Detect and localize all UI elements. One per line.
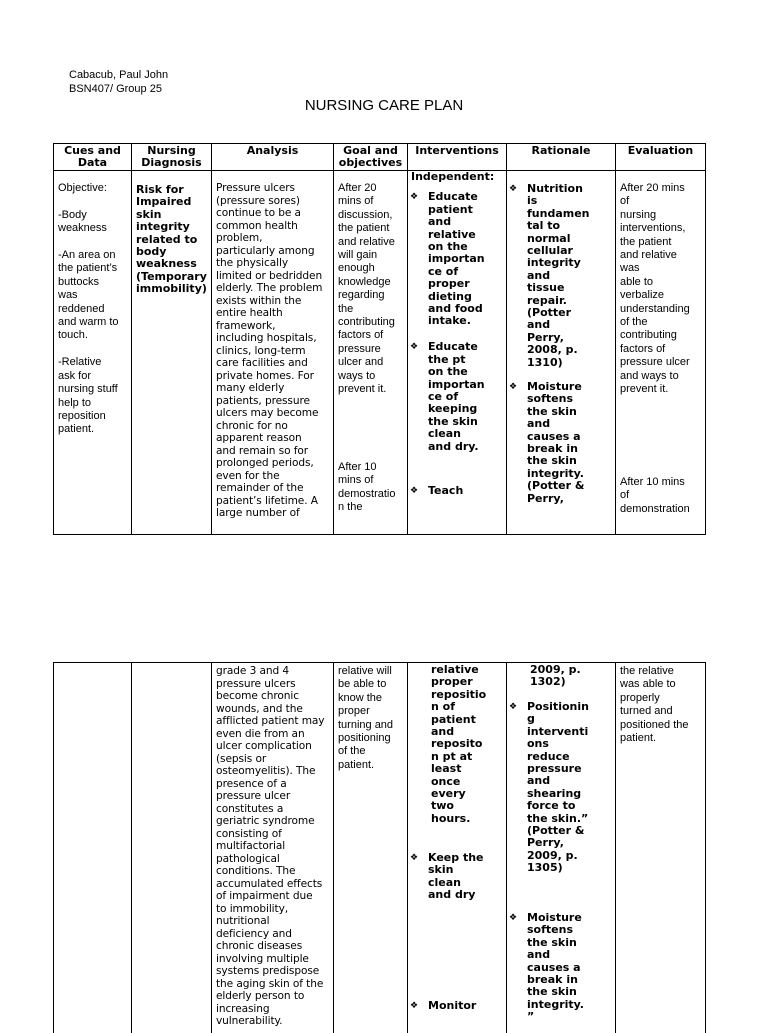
intervention-item: ❖ Monitor	[410, 999, 477, 1012]
col-header-analysis: Analysis	[212, 144, 334, 171]
goal-text-cont: relative will be able to know the proper turning and positioning of the patient.	[338, 665, 394, 771]
evaluation-text-1: After 20 mins of nursing interventions, the patient and relative was able to verbalize understanding of the contributing factors of pressure ulcer and ways to prevent it.	[620, 182, 690, 396]
rationale-item: ❖ Moisture softens the skin and causes a break in the skin integrity. ”	[509, 911, 584, 1024]
interventions-heading: Independent:	[411, 171, 495, 183]
table-row	[54, 171, 706, 535]
intervention-item: ❖ Teach	[410, 484, 464, 498]
cues-text: Objective: -Body weakness -An area on the patient’s buttocks was reddened and warm to touch. -Relative ask for nursing stuff help to reposition patient.	[58, 182, 119, 436]
goal-cell-cont	[334, 663, 408, 1033]
diagnosis-cell	[132, 171, 212, 535]
cues-cell	[54, 171, 132, 535]
intervention-item: ❖ Keep the skin clean and dry	[410, 851, 484, 902]
page-title: NURSING CARE PLAN	[304, 97, 464, 114]
analysis-text-cont: grade 3 and 4 pressure ulcers become chronic wounds, and the afflicted patient may even die from an ulcer complication (sepsis or osteomyelitis). The presence of a pressure ulcer constitutes a geriatric syndrome consisting of multifactorial pathological conditions. The accumulated effects of impairment due to immobility, nutritional deficiency and chronic diseases involving multiple systems predispose the aging skin of the elderly person to increasing vulnerability.	[216, 665, 325, 1027]
col-header-goal: Goal and objectives	[334, 144, 408, 171]
diagnosis-cell-cont	[132, 663, 212, 1033]
rationale-text-cont: 2009, p. 1302)	[530, 663, 581, 689]
cues-cell-cont	[54, 663, 132, 1033]
intervention-item: ❖ Educate patient and relative on the importan ce of proper dieting and food intake.	[410, 190, 485, 328]
rationale-cell-cont	[507, 663, 616, 1033]
rationale-cell	[507, 171, 616, 535]
rationale-item: ❖ Moisture softens the skin and causes a break in the skin integrity. (Potter & Perry,	[509, 380, 585, 505]
table-row	[54, 663, 706, 1033]
goal-cell	[334, 171, 408, 535]
col-header-evaluation: Evaluation	[616, 144, 706, 171]
rationale-item: ❖ Nutrition is fundamen tal to normal cellular integrity and tissue repair. (Potter and Perry, 2008, p. 1310)	[509, 182, 590, 369]
interventions-cell-cont	[408, 663, 507, 1033]
interventions-cell	[408, 171, 507, 535]
evaluation-cell	[616, 171, 706, 535]
analysis-cell	[212, 171, 334, 535]
rationale-item: ❖ Positionin g interventi ons reduce pressure and shearing force to the skin.” (Potter & Perry, 2009, p. 1305)	[509, 700, 589, 875]
col-header-interventions: Interventions	[408, 144, 507, 171]
table-header-row	[54, 144, 706, 171]
analysis-text: Pressure ulcers (pressure sores) continue to be a common health problem, particularly among the physically limited or bedridden elderly. The problem exists within the entire health framework, including hospitals, clinics, long-term care facilities and private homes. For many elderly patients, pressure ulcers may become chronic for no apparent reason and remain so for prolonged periods, even for the remainder of the patient’s lifetime. A large number of	[216, 182, 323, 519]
col-header-cues: Cues and Data	[54, 144, 132, 171]
care-plan-table-page2	[53, 662, 706, 1033]
diagnosis-text: Risk for Impaired skin integrity related to body weakness (Temporary immobility)	[136, 183, 207, 296]
student-name: Cabacub, Paul John	[69, 69, 169, 81]
intervention-text-cont: relative proper repositio n of patient and reposito n pt at least once every two hours.	[431, 663, 487, 825]
intervention-item: ❖ Educate the pt on the importan ce of keeping the skin clean and dry.	[410, 340, 485, 453]
col-header-diagnosis: Nursing Diagnosis	[132, 144, 212, 171]
analysis-cell-cont	[212, 663, 334, 1033]
evaluation-text-cont: the relative was able to properly turned and positioned the patient.	[620, 665, 689, 745]
goal-text-1: After 20 mins of discussion, the patient and relative will gain enough knowledge regarding the contributing factors of pressure ulcer and ways to prevent it.	[338, 182, 395, 396]
evaluation-cell-cont	[616, 663, 706, 1033]
goal-text-2: After 10 mins of demostratio n the	[338, 461, 396, 514]
course-group: BSN407/ Group 25	[69, 83, 162, 95]
evaluation-text-2: After 10 mins of demonstration	[620, 476, 690, 515]
col-header-rationale: Rationale	[507, 144, 616, 171]
care-plan-table-page1	[53, 143, 706, 535]
